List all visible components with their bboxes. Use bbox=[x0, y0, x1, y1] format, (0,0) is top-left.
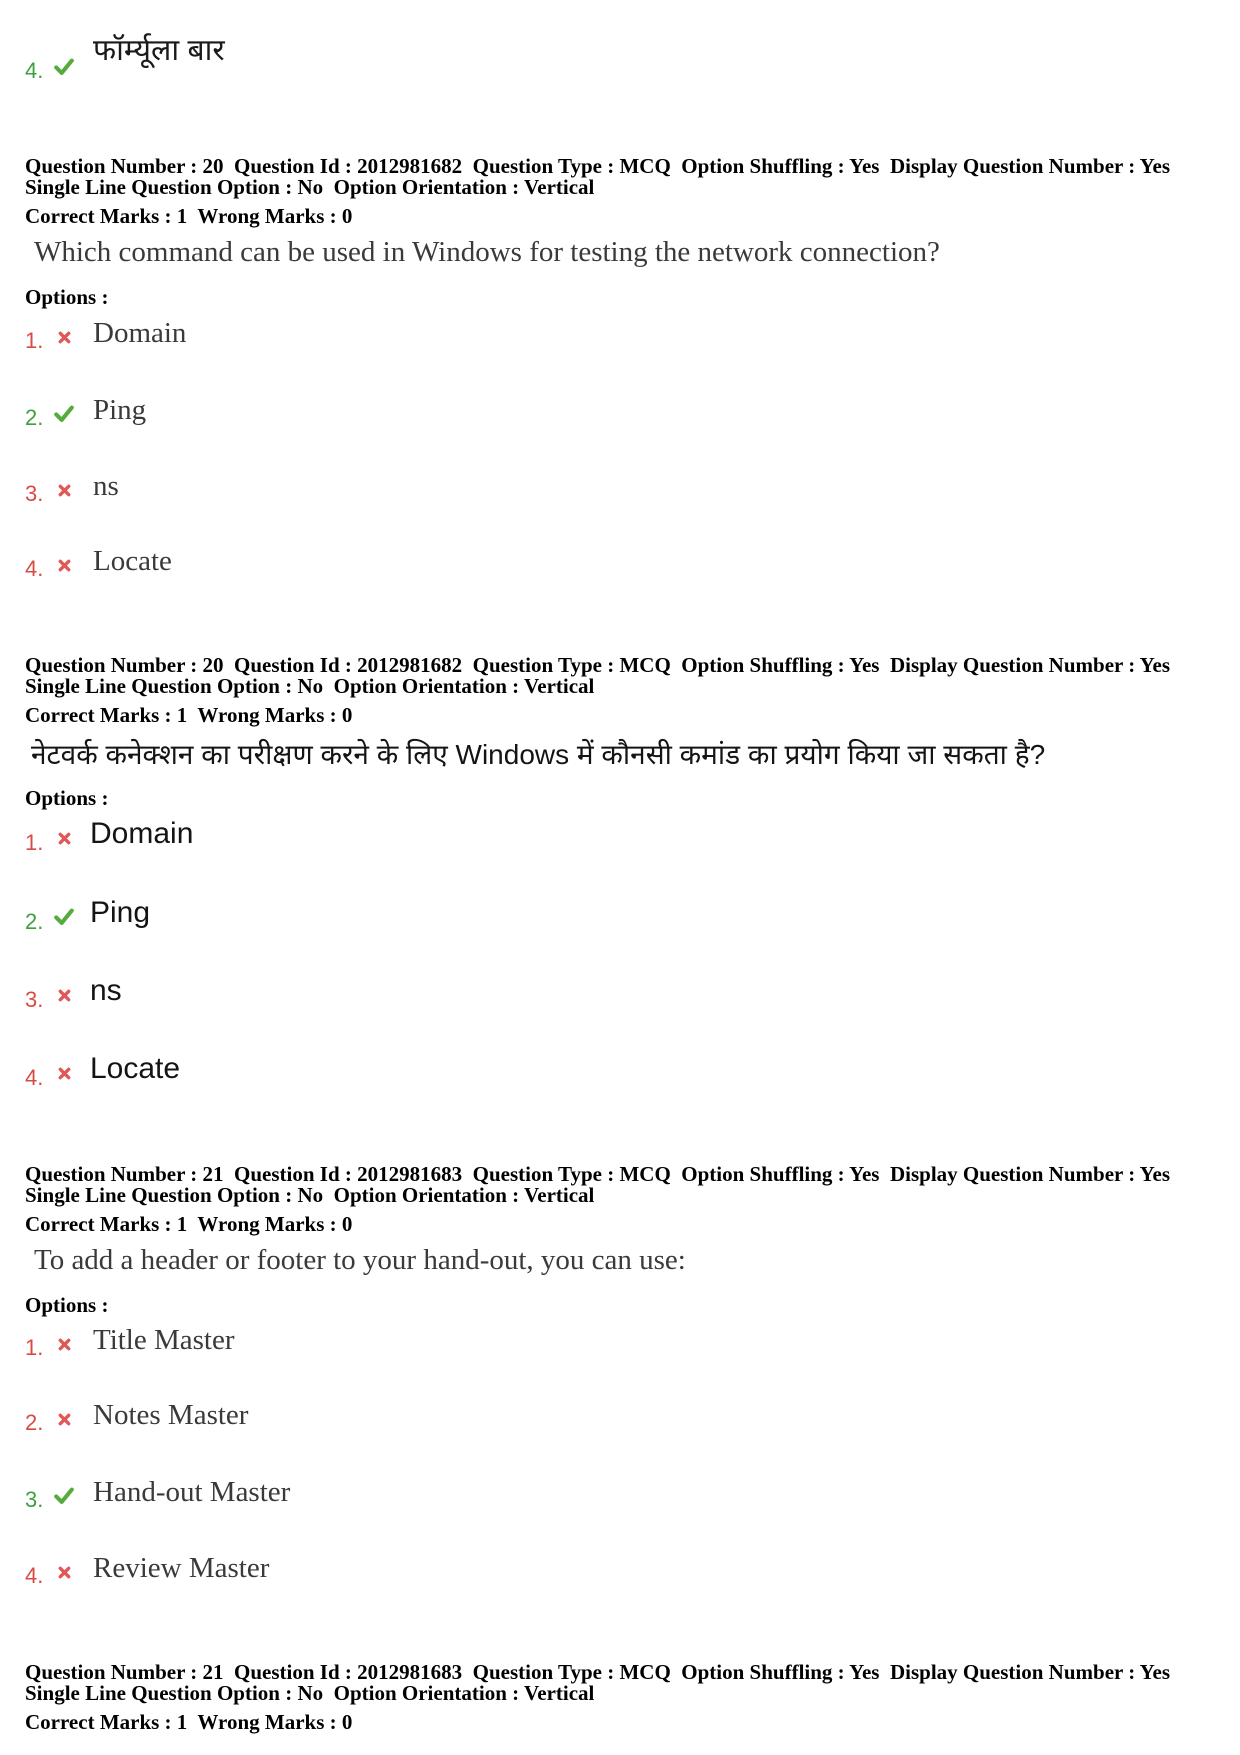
options-label: Options : bbox=[25, 786, 109, 810]
cross-icon bbox=[53, 827, 75, 849]
option-row bbox=[25, 469, 1215, 509]
option-number: 1. bbox=[25, 1335, 44, 1360]
option-number: 2. bbox=[25, 405, 44, 430]
option-number: 4. bbox=[25, 1563, 44, 1588]
cross-icon bbox=[53, 984, 75, 1006]
option-text: Domain bbox=[90, 817, 194, 850]
option-text: Hand-out Master bbox=[93, 1476, 291, 1508]
option-text: Ping bbox=[93, 394, 147, 426]
question-option-meta-line: Single Line Question Option : No Option Orientation : Vertical bbox=[25, 674, 595, 698]
cross-icon bbox=[53, 1062, 75, 1084]
question-option-meta-line: Single Line Question Option : No Option Orientation : Vertical bbox=[25, 1681, 595, 1705]
check-icon bbox=[53, 56, 75, 78]
marks-line: Correct Marks : 1 Wrong Marks : 0 bbox=[25, 1212, 353, 1236]
option-number: 3. bbox=[25, 1487, 44, 1512]
check-icon bbox=[53, 906, 75, 928]
option-text: फॉर्म्यूला बार bbox=[93, 34, 225, 67]
options-label: Options : bbox=[25, 1293, 109, 1317]
question-option-meta-line: Single Line Question Option : No Option Orientation : Vertical bbox=[25, 1183, 595, 1207]
option-row bbox=[25, 974, 1215, 1014]
option-number: 3. bbox=[25, 987, 44, 1012]
option-row bbox=[25, 896, 1215, 936]
question-block bbox=[25, 1164, 1215, 1604]
option-text: Notes Master bbox=[93, 1399, 249, 1431]
option-number: 2. bbox=[25, 1410, 44, 1435]
option-text: Review Master bbox=[93, 1552, 270, 1584]
cross-icon bbox=[53, 479, 75, 501]
check-icon bbox=[53, 1485, 75, 1507]
option-number: 4. bbox=[25, 1065, 44, 1090]
cross-icon bbox=[53, 1561, 75, 1583]
option-row bbox=[25, 316, 1215, 356]
options-label: Options : bbox=[25, 285, 109, 309]
cross-icon bbox=[53, 1333, 75, 1355]
question-option-meta-line: Single Line Question Option : No Option Orientation : Vertical bbox=[25, 175, 595, 199]
cross-icon bbox=[53, 554, 75, 576]
option-text: Ping bbox=[90, 896, 151, 929]
cross-icon bbox=[53, 1408, 75, 1430]
question-meta-line: Question Number : 21 Question Id : 2012981683 Question Type : MCQ Option Shuffling : Yes Display Question Number : Yes bbox=[25, 1660, 1171, 1684]
option-row bbox=[25, 544, 1215, 584]
option-number: 1. bbox=[25, 328, 44, 353]
option-text: Domain bbox=[93, 317, 187, 349]
option-number: 4. bbox=[25, 58, 44, 83]
question-text: To add a header or footer to your hand-out, you can use: bbox=[34, 1244, 686, 1276]
option-row bbox=[25, 1475, 1215, 1515]
question-block bbox=[25, 1662, 1215, 1734]
option-row bbox=[25, 1398, 1215, 1438]
option-row bbox=[25, 31, 625, 83]
question-text: नेटवर्क कनेक्शन का परीक्षण करने के लिए Windows में कौनसी कमांड का प्रयोग किया जा सकता है? bbox=[31, 739, 1046, 770]
marks-line: Correct Marks : 1 Wrong Marks : 0 bbox=[25, 703, 353, 727]
option-number: 3. bbox=[25, 481, 44, 506]
option-text: Title Master bbox=[93, 1324, 235, 1356]
option-row bbox=[25, 1052, 1215, 1092]
option-text: Locate bbox=[93, 545, 172, 577]
option-text: ns bbox=[90, 974, 122, 1007]
option-number: 4. bbox=[25, 556, 44, 581]
question-meta-line: Question Number : 21 Question Id : 2012981683 Question Type : MCQ Option Shuffling : Yes Display Question Number : Yes bbox=[25, 1162, 1171, 1186]
option-row bbox=[25, 817, 1215, 857]
question-meta-line: Question Number : 20 Question Id : 2012981682 Question Type : MCQ Option Shuffling : Yes Display Question Number : Yes bbox=[25, 154, 1171, 178]
question-block bbox=[25, 655, 1215, 1095]
option-row bbox=[25, 1323, 1215, 1363]
option-number: 1. bbox=[25, 830, 44, 855]
cross-icon bbox=[53, 326, 75, 348]
option-number: 2. bbox=[25, 909, 44, 934]
option-text: ns bbox=[93, 470, 119, 502]
question-meta-line: Question Number : 20 Question Id : 2012981682 Question Type : MCQ Option Shuffling : Yes Display Question Number : Yes bbox=[25, 653, 1171, 677]
option-row bbox=[25, 1551, 1215, 1591]
question-text: Which command can be used in Windows for testing the network connection? bbox=[34, 236, 940, 268]
option-text: Locate bbox=[90, 1052, 181, 1085]
check-icon bbox=[53, 403, 75, 425]
marks-line: Correct Marks : 1 Wrong Marks : 0 bbox=[25, 204, 353, 228]
marks-line: Correct Marks : 1 Wrong Marks : 0 bbox=[25, 1710, 353, 1734]
question-block bbox=[25, 156, 1215, 596]
option-row bbox=[25, 393, 1215, 433]
